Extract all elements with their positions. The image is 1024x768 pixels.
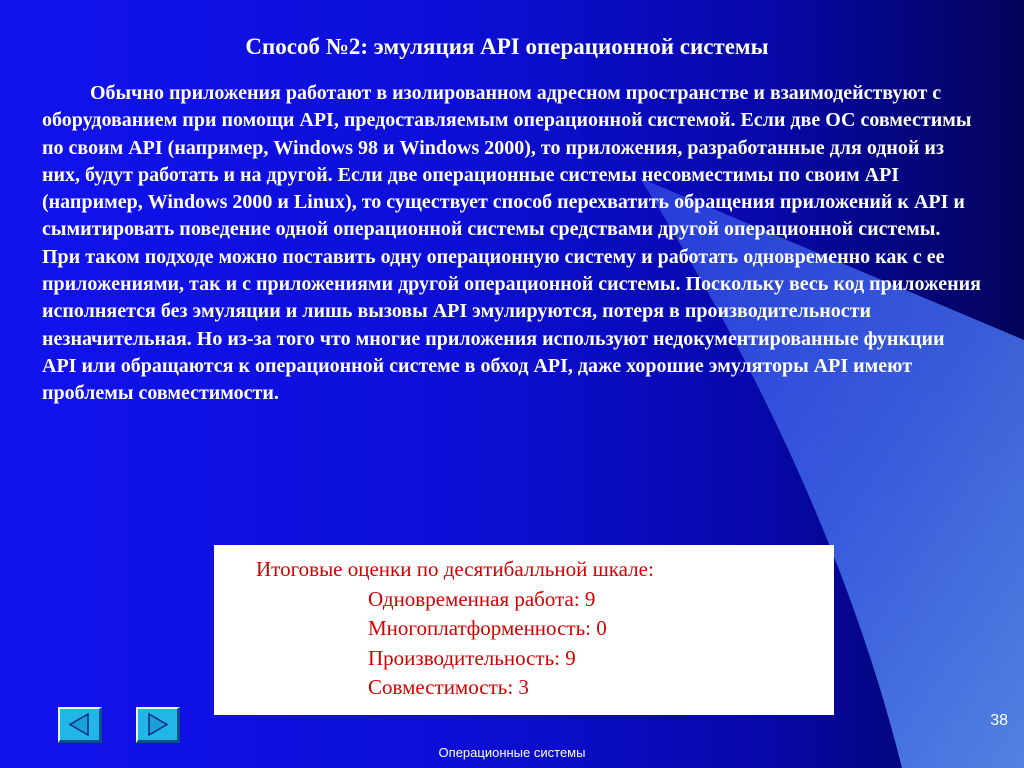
paragraph-1: Обычно приложения работают в изолированном адресном пространстве и взаимодействуют с оборудованием при помощи API, предоставляемым операционной системой. Если две ОС совместимы по своим API (например, Windows 98 и Windows 2000), то приложения, разработанные для одной из них, будут работать и на другой. Если две операционные системы несовместимы по своим API (например, Windows 2000 и Linux), то существует способ перехватить обращения приложений к API и сымитировать поведение одной операционной системы средствами другой операционной системы. — [42, 82, 972, 241]
score-performance: Производительность: 9 — [368, 645, 576, 670]
scores-box — [214, 545, 834, 715]
score-simultaneous-work: Одновременная работа: 9 — [368, 586, 596, 611]
triangle-right-icon — [138, 709, 177, 740]
page-number: 38 — [990, 712, 1008, 729]
score-compatibility: Совместимость: 3 — [368, 675, 529, 699]
next-slide-button[interactable] — [136, 707, 180, 743]
prev-slide-button[interactable] — [58, 707, 102, 743]
slide-body — [42, 80, 982, 408]
score-multiplatform: Многоплатформенность: 0 — [368, 616, 607, 640]
slide-title: Способ №2: эмуляция API операционной системы — [245, 34, 769, 59]
triangle-left-icon — [60, 709, 99, 740]
paragraph-2: При таком подходе можно поставить одну операционную систему и работать одновременно как с ее приложениями, так и с приложениями другой операционной системы. Поскольку весь код приложения исполняется без эмуляции и лишь вызовы API эмулируются, потеря в производительности незначительная. Но из-за того что многие приложения используют недокументированные функции API или обращаются к операционной системе в обход API, даже хорошие эмуляторы API имеют проблемы совместимости. — [42, 245, 981, 405]
footer-text: Операционные системы — [438, 745, 586, 760]
scores-heading: Итоговые оценки по десятибалльной шкале: — [256, 557, 654, 581]
